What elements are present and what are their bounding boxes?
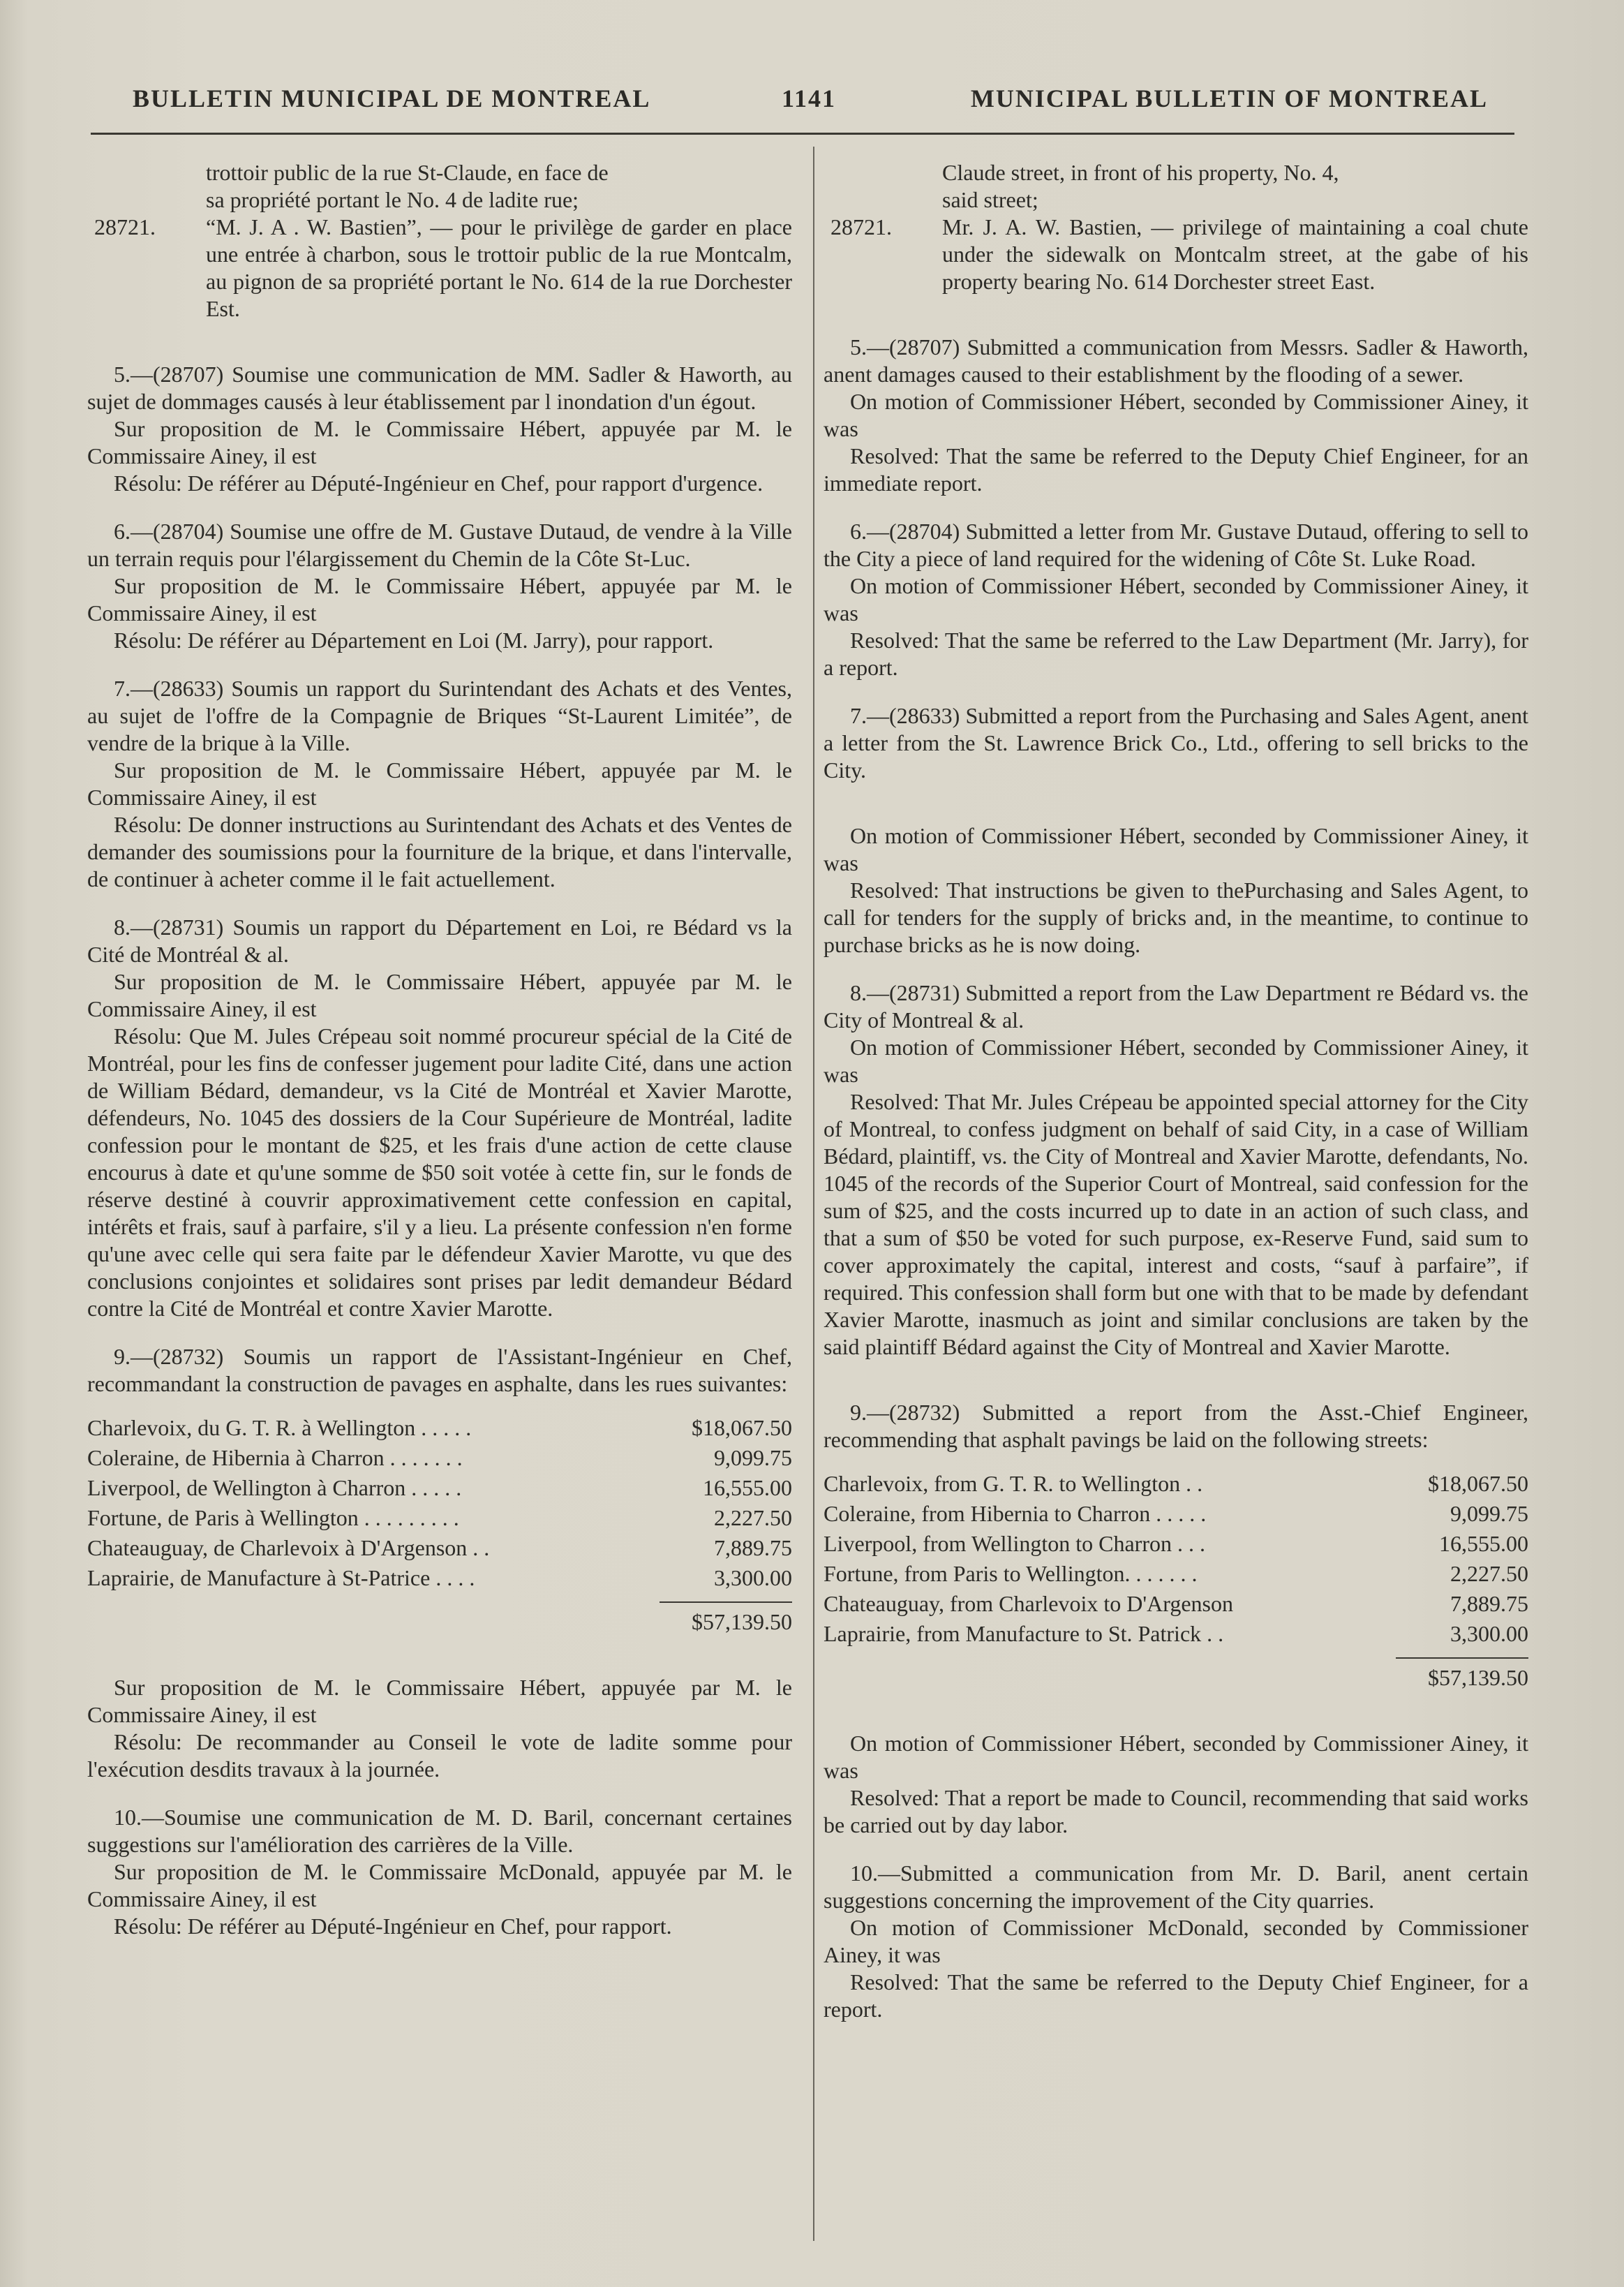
header-rule (91, 133, 1514, 135)
table-row (87, 1443, 792, 1473)
street-name: Coleraine, from Hibernia to Charron . . . . . (824, 1501, 1207, 1526)
en-top-line-2: said street; (942, 187, 1038, 212)
table-row (824, 1529, 1528, 1559)
english-column (824, 159, 1528, 2023)
en-section-7-resolution: Resolved: That instructions be given to thePurchasing and Sales Agent, to call for tenders for the supply of bricks and, in the meantime, to continue to purchase bricks as he is now doing. (824, 878, 1528, 957)
en-section-9-motion: On motion of Commissioner Hébert, seconded by Commissioner Ainey, it was (824, 1731, 1528, 1783)
fr-item-number: 28721. (94, 214, 156, 239)
table-row (824, 1499, 1528, 1529)
en-section-10-motion: On motion of Commissioner McDonald, seconded by Commissioner Ainey, it was (824, 1915, 1528, 1967)
table-row (87, 1413, 792, 1443)
street-name: Coleraine, de Hibernia à Charron . . . . . . . (87, 1445, 463, 1470)
fr-continuation (87, 159, 792, 214)
en-continuation (824, 159, 1528, 214)
street-amount: $18,067.50 (1428, 1471, 1528, 1496)
running-header (126, 78, 1488, 120)
table-row (87, 1503, 792, 1533)
fr-section-6: 6.—(28704) Soumise une offre de M. Gustave Dutaud, de vendre à la Ville un terrain requis pour l'élargissement du Chemin de la Côte St-Luc. (87, 519, 792, 571)
street-name: Liverpool, from Wellington to Charron . . . (824, 1531, 1205, 1556)
en-section-6-resolution: Resolved: That the same be referred to the Law Department (Mr. Jarry), for a report. (824, 628, 1528, 680)
street-name: Fortune, de Paris à Wellington . . . . . . . . . (87, 1505, 459, 1530)
en-section-8: 8.—(28731) Submitted a report from the Law Department re Bédard vs. the City of Montreal & al. (824, 980, 1528, 1033)
street-amount: 9,099.75 (1450, 1501, 1528, 1526)
fr-section-5: 5.—(28707) Soumise une communication de MM. Sadler & Haworth, au sujet de dommages causés à leur établissement par l inondation d'un égout. (87, 362, 792, 414)
fr-item-28721 (87, 214, 792, 323)
fr-top-line-1: trottoir public de la rue St-Claude, en face de (206, 160, 609, 185)
en-section-5-resolution: Resolved: That the same be referred to the Deputy Chief Engineer, for an immediate report. (824, 443, 1528, 496)
en-section-9: 9.—(28732) Submitted a report from the Asst.-Chief Engineer, recommending that asphalt pavings be laid on the following streets: (824, 1400, 1528, 1452)
street-name: Charlevoix, du G. T. R. à Wellington . . . . . (87, 1415, 472, 1440)
street-name: Liverpool, de Wellington à Charron . . . . . (87, 1475, 462, 1500)
en-item-text: Mr. J. A. W. Bastien, — privilege of maintaining a coal chute under the sidewalk on Montcalm street, at the gabe of his property bearing No. 614 Dorchester street East. (942, 214, 1528, 294)
en-section-7-motion: On motion of Commissioner Hébert, seconded by Commissioner Ainey, it was (824, 823, 1528, 875)
table-row (87, 1563, 792, 1593)
fr-section-9-resolution: Résolu: De recommander au Conseil le vote de ladite somme pour l'exécution desdits travaux à la journée. (87, 1729, 792, 1782)
fr-section-7: 7.—(28633) Soumis un rapport du Surintendant des Achats et des Ventes, au sujet de l'offre de la Compagnie de Briques “St-Laurent Limitée”, de vendre de la brique à la Ville. (87, 676, 792, 755)
en-item-28721 (824, 214, 1528, 295)
fr-section-6-resolution: Résolu: De référer au Département en Loi (M. Jarry), pour rapport. (114, 628, 714, 653)
street-amount: 16,555.00 (703, 1475, 792, 1500)
fr-section-7-motion: Sur proposition de M. le Commissaire Hébert, appuyée par M. le Commissaire Ainey, il est (87, 757, 792, 810)
en-section-10-resolution: Resolved: That the same be referred to the Deputy Chief Engineer, for a report. (824, 1969, 1528, 2022)
table-row (824, 1559, 1528, 1589)
en-section-8-motion: On motion of Commissioner Hébert, seconded by Commissioner Ainey, it was (824, 1035, 1528, 1087)
street-name: Laprairie, de Manufacture à St-Patrice . . . . (87, 1565, 475, 1590)
fr-section-10-resolution: Résolu: De référer au Député-Ingénieur en Chef, pour rapport. (114, 1914, 672, 1939)
table-row (824, 1469, 1528, 1499)
fr-section-7-resolution: Résolu: De donner instructions au Surintendant des Achats et des Ventes de demander des soumissions pour la fourniture de la brique, et dans l'intervalle, de continuer à acheter comme il le fait actuellement. (87, 812, 792, 891)
page-number: 1141 (782, 84, 837, 112)
fr-section-5-motion: Sur proposition de M. le Commissaire Hébert, appuyée par M. le Commissaire Ainey, il est (87, 416, 792, 468)
street-amount: 9,099.75 (714, 1445, 792, 1470)
street-amount: 7,889.75 (714, 1535, 792, 1560)
table-row (87, 1533, 792, 1563)
fr-total: $57,139.50 (660, 1601, 792, 1636)
en-item-number: 28721. (830, 214, 892, 239)
fr-section-6-motion: Sur proposition de M. le Commissaire Hébert, appuyée par M. le Commissaire Ainey, il est (87, 573, 792, 626)
en-section-6: 6.—(28704) Submitted a letter from Mr. Gustave Dutaud, offering to sell to the City a piece of land required for the widening of Côte St. Luke Road. (824, 519, 1528, 571)
header-title-en: MUNICIPAL BULLETIN OF MONTREAL (970, 84, 1488, 112)
table-row (87, 1473, 792, 1503)
en-section-6-motion: On motion of Commissioner Hébert, seconded by Commissioner Ainey, it was (824, 573, 1528, 626)
fr-section-9: 9.—(28732) Soumis un rapport de l'Assistant-Ingénieur en Chef, recommandant la construction de pavages en asphalte, dans les rues suivantes: (87, 1344, 792, 1396)
street-amount: 7,889.75 (1450, 1591, 1528, 1616)
street-amount: 16,555.00 (1439, 1531, 1528, 1556)
en-section-5-motion: On motion of Commissioner Hébert, seconded by Commissioner Ainey, it was (824, 389, 1528, 441)
street-amount: $18,067.50 (692, 1415, 792, 1440)
header-title-fr: BULLETIN MUNICIPAL DE MONTREAL (133, 84, 651, 112)
en-section-8-resolution: Resolved: That Mr. Jules Crépeau be appointed special attorney for the City of Montreal, to confess judgment on behalf of said City, in a case of William Bédard, plaintiff, vs. the City of Montreal and Xavier Marotte, defendants, No. 1045 of the records of the Superior Court of Montreal, said confession for the sum of $25, and the costs incurred up to date in an action of such class, and that a sum of $50 be voted for such purpose, ex-Reserve Fund, said sum to cover approximately the capital, interest and costs, “sauf à parfaire”, if required. This confession shall form but one with that to be made by defendant Xavier Marotte, inasmuch as joint and similar conclusions are taken by the said plaintiff Bédard against the City of Montreal and Xavier Marotte. (824, 1089, 1528, 1359)
en-section-7: 7.—(28633) Submitted a report from the Purchasing and Sales Agent, anent a letter from the St. Lawrence Brick Co., Ltd., offering to sell bricks to the City. (824, 703, 1528, 783)
fr-section-5-resolution: Résolu: De référer au Député-Ingénieur en Chef, pour rapport d'urgence. (114, 471, 763, 496)
fr-street-table (87, 1413, 792, 1593)
table-row (824, 1589, 1528, 1619)
street-amount: 3,300.00 (714, 1565, 792, 1590)
column-divider (813, 147, 814, 2241)
street-name: Charlevoix, from G. T. R. to Wellington . . (824, 1471, 1203, 1496)
fr-section-10-motion: Sur proposition de M. le Commissaire McDonald, appuyée par M. le Commissaire Ainey, il est (87, 1859, 792, 1911)
street-amount: 3,300.00 (1450, 1621, 1528, 1646)
en-section-5: 5.—(28707) Submitted a communication from Messrs. Sadler & Haworth, anent damages caused to their establishment by the flooding of a sewer. (824, 334, 1528, 387)
en-street-table (824, 1469, 1528, 1649)
street-name: Chateauguay, from Charlevoix to D'Argenson (824, 1591, 1233, 1616)
en-section-10: 10.—Submitted a communication from Mr. D. Baril, anent certain suggestions concerning the improvement of the City quarries. (824, 1860, 1528, 1913)
fr-section-8-resolution: Résolu: Que M. Jules Crépeau soit nommé procureur spécial de la Cité de Montréal, pour les fins de confesser jugement pour ladite Cité, dans une action de William Bédard, demandeur, vs la Cité de Montréal et Xavier Marotte, défendeurs, No. 1045 des dossiers de la Cour Supérieure de Montréal, ladite confession pour le montant de $25, et les frais d'une action de cette clause encourus à date et qu'une somme de $50 soit votée à cette fin, sur le fonds de réserve destiné à couvrir approximativement cette confession en capital, intérêts et frais, sauf à parfaire, s'il y a lieu. La présente confession n'en forme qu'une avec celle qui sera faite par le défendeur Xavier Marotte, vu que des conclusions conjointes et solidaires sont prises par ledit demandeur Bédard contre la Cité de Montréal et contre Xavier Marotte. (87, 1023, 792, 1321)
street-name: Laprairie, from Manufacture to St. Patrick . . (824, 1621, 1224, 1646)
french-column (87, 159, 792, 1940)
street-amount: 2,227.50 (1450, 1561, 1528, 1586)
en-total: $57,139.50 (1396, 1657, 1528, 1692)
fr-section-10: 10.—Soumise une communication de M. D. Baril, concernant certaines suggestions sur l'amélioration des carrières de la Ville. (87, 1805, 792, 1857)
street-amount: 2,227.50 (714, 1505, 792, 1530)
table-row (824, 1619, 1528, 1649)
fr-section-9-motion: Sur proposition de M. le Commissaire Hébert, appuyée par M. le Commissaire Ainey, il est (87, 1675, 792, 1727)
fr-top-line-2: sa propriété portant le No. 4 de ladite rue; (206, 187, 579, 212)
fr-item-text: “M. J. A . W. Bastien”, — pour le privilège de garder en place une entrée à charbon, sous le trottoir public de la rue Montcalm, au pignon de sa propriété portant le No. 614 de la rue Dorchester Est. (206, 214, 792, 321)
en-section-9-resolution: Resolved: That a report be made to Council, recommending that said works be carried out by day labor. (824, 1785, 1528, 1837)
street-name: Chateauguay, de Charlevoix à D'Argenson . . (87, 1535, 490, 1560)
street-name: Fortune, from Paris to Wellington. . . . . . . (824, 1561, 1198, 1586)
fr-section-8: 8.—(28731) Soumis un rapport du Département en Loi, re Bédard vs la Cité de Montréal & al. (87, 915, 792, 967)
fr-section-8-motion: Sur proposition de M. le Commissaire Hébert, appuyée par M. le Commissaire Ainey, il est (87, 969, 792, 1021)
en-top-line-1: Claude street, in front of his property, No. 4, (942, 160, 1339, 185)
